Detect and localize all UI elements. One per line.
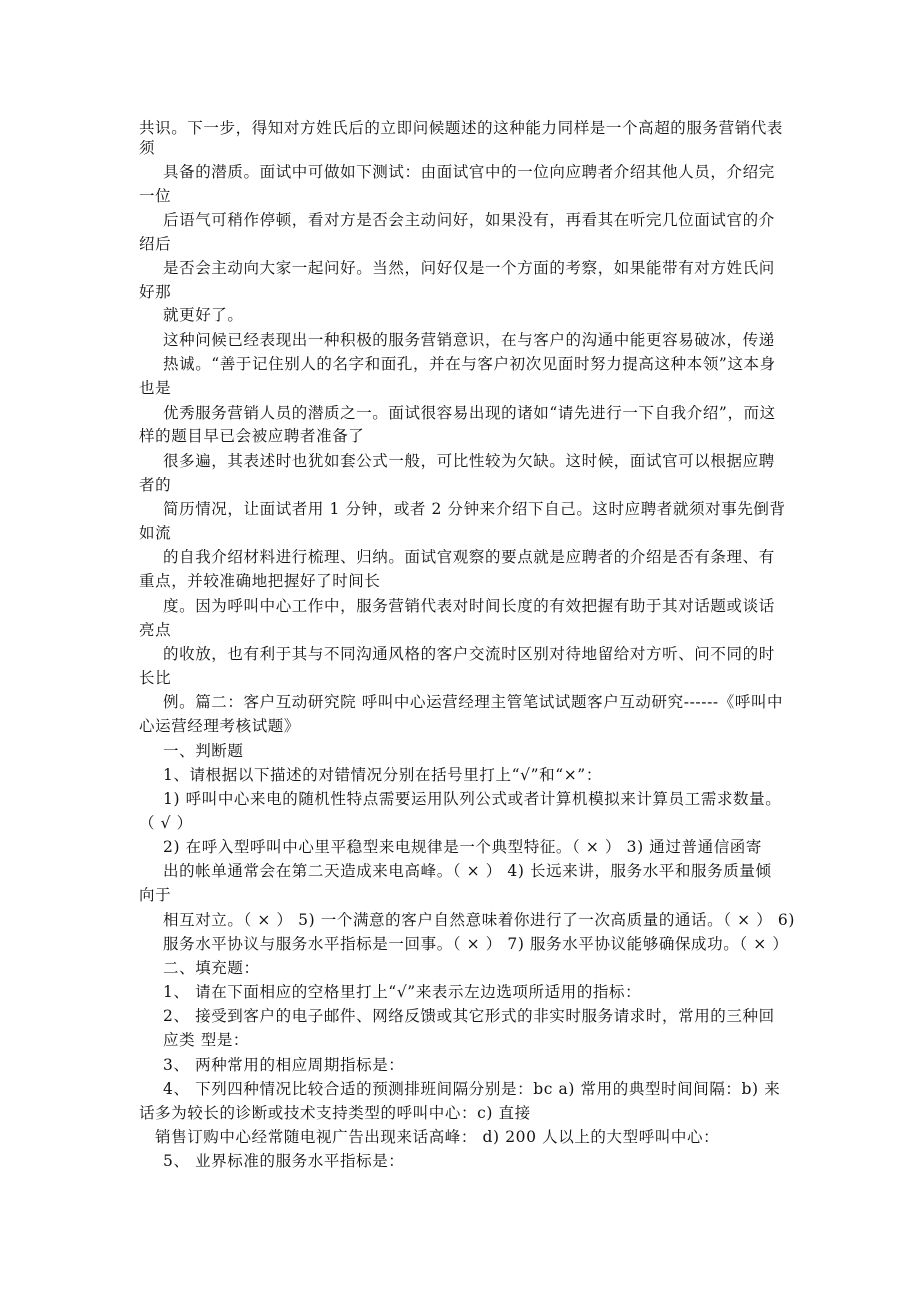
text-line: 长比 bbox=[139, 669, 172, 687]
text-line: 度。因为呼叫中心工作中，服务营销代表对时间长度的有效把握有助于其对话题或谈话 bbox=[163, 597, 775, 615]
text-line: 也是 bbox=[139, 379, 172, 397]
text-line: 须 bbox=[139, 139, 156, 157]
text-line: 向于 bbox=[139, 886, 172, 904]
text-line: 是否会主动向大家一起问好。当然，问好仅是一个方面的考察，如果能带有对方姓氏问 bbox=[163, 259, 775, 277]
question-prompt: 1、请根据以下描述的对错情况分别在括号里打上“√”和“×”： bbox=[163, 766, 602, 784]
text-line: 重点，并较准确地把握好了时间长 bbox=[139, 572, 381, 590]
text-line: 很多遍，其表述时也犹如套公式一般，可比性较为欠缺。这时候，面试官可以根据应聘 bbox=[163, 452, 775, 470]
text-line: （ √ ） bbox=[139, 814, 193, 832]
text-line: 一位 bbox=[139, 187, 172, 205]
text-line: 共识。下一步，得知对方姓氏后的立即问候题述的这种能力同样是一个高超的服务营销代表 bbox=[139, 119, 784, 137]
text-line: 的收放，也有利于其与不同沟通风格的客户交流时区别对待地留给对方听、问不同的时 bbox=[163, 645, 775, 663]
text-line: 2、 接受到客户的电子邮件、网络反馈或其它形式的非实时服务请求时，常用的三种回 bbox=[163, 1007, 775, 1025]
text-line: 1、 请在下面相应的空格里打上“√”来表示左边选项所适用的指标： bbox=[163, 983, 642, 1001]
text-line: 话多为较长的诊断或技术支持类型的呼叫中心：c) 直接 bbox=[139, 1104, 531, 1122]
text-line: 应类 型是： bbox=[163, 1031, 250, 1049]
text-line: 亮点 bbox=[139, 621, 172, 639]
text-line: 心运营经理考核试题》 bbox=[139, 717, 301, 735]
text-line: 样的题目早已会被应聘者准备了 bbox=[139, 427, 365, 445]
section-heading: 二、填充题： bbox=[163, 959, 260, 977]
text-line: 1) 呼叫中心来电的随机性特点需要运用队列公式或者计算机模拟来计算员工需求数量。 bbox=[163, 790, 782, 808]
text-line: 如流 bbox=[139, 524, 172, 542]
text-line: 例。篇二：客户互动研究院 呼叫中心运营经理主管笔试试题客户互动研究------《呼叫中 bbox=[163, 693, 784, 711]
text-line: 的自我介绍材料进行梳理、归纳。面试官观察的要点就是应聘者的介绍是否有条理、有 bbox=[163, 548, 775, 566]
text-line: 者的 bbox=[139, 476, 172, 494]
text-line: 2) 在呼入型呼叫中心里平稳型来电规律是一个典型特征。（ × ） 3) 通过普通信函寄 bbox=[163, 838, 762, 856]
text-line: 3、 两种常用的相应周期指标是： bbox=[163, 1056, 405, 1074]
text-line: 销售订购中心经常随电视广告出现来话高峰： d) 200 人以上的大型呼叫中心： bbox=[155, 1128, 720, 1146]
text-line: 好那 bbox=[139, 283, 172, 301]
text-line: 热诚。“善于记住别人的名字和面孔，并在与客户初次见面时努力提高这种本领”这本身 bbox=[163, 355, 776, 373]
text-line: 这种问候已经表现出一种积极的服务营销意识，在与客户的沟通中能更容易破冰，传递 bbox=[163, 331, 775, 349]
text-line: 就更好了。 bbox=[163, 306, 244, 324]
text-line: 绍后 bbox=[139, 235, 172, 253]
text-line: 简历情况，让面试者用 1 分钟，或者 2 分钟来介绍下自己。这时应聘者就须对事先倒背 bbox=[163, 500, 786, 518]
section-heading: 一、判断题 bbox=[163, 742, 244, 760]
text-line: 相互对立。（ × ） 5) 一个满意的客户自然意味着你进行了一次高质量的通话。（ × ） 6) bbox=[163, 911, 795, 929]
text-line: 后语气可稍作停顿，看对方是否会主动问好，如果没有，再看其在听完几位面试官的介 bbox=[163, 211, 775, 229]
text-line: 4、 下列四种情况比较合适的预测排班间隔分别是：bc a) 常用的典型时间间隔：b) 来 bbox=[163, 1080, 781, 1098]
text-line: 优秀服务营销人员的潜质之一。面试很容易出现的诸如“请先进行一下自我介绍”，而这 bbox=[163, 404, 776, 422]
text-line: 出的帐单通常会在第二天造成来电高峰。（ × ） 4) 长远来讲，服务水平和服务质量倾 bbox=[163, 862, 772, 880]
text-line: 服务水平协议与服务水平指标是一回事。（ × ） 7) 服务水平协议能够确保成功。（ × ） bbox=[163, 935, 789, 953]
text-line: 5、 业界标准的服务水平指标是： bbox=[163, 1152, 405, 1170]
text-line: 具备的潜质。面试中可做如下测试：由面试官中的一位向应聘者介绍其他人员，介绍完 bbox=[163, 163, 775, 181]
